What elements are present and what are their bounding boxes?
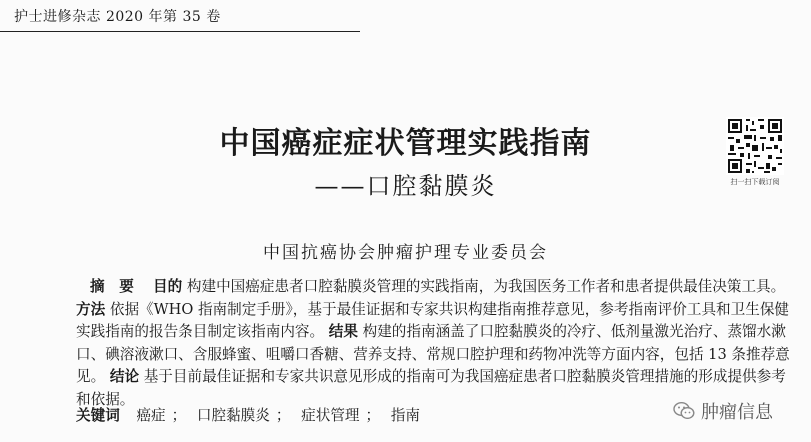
wechat-icon (673, 401, 695, 421)
abstract (76, 276, 794, 411)
watermark (673, 398, 773, 424)
objective-label: 目的 (153, 278, 183, 295)
journal-header: 护士进修杂志 2020 年第 35 卷 (14, 9, 221, 25)
abstract-paragraph (76, 276, 794, 411)
qr-caption: 扫一扫下载订阅 (730, 178, 780, 186)
objective-text: 构建中国癌症患者口腔黏膜炎管理的实践指南，为我国医务工作者和患者提供最佳决策工具。 (186, 278, 786, 295)
methods-text: 依据《WHO 指南制定手册》，基于最佳证据和专家共识构建指南推荐意见，参考指南评价工具和卫生保健实践指南的报告条目制定该指南内容。 (76, 300, 790, 340)
page-subtitle: ——口腔黏膜炎 (314, 172, 497, 200)
keyword-item: 口腔黏膜炎 (196, 407, 270, 424)
header-rule (0, 31, 360, 32)
results-text: 构建的指南涵盖了口腔黏膜炎的冷疗、低剂量激光治疗、蒸馏水漱口、碘溶液漱口、含服蜂蜜、咀嚼口香糖、营养支持、常规口腔护理和药物冲洗等方面内容，包括 13 条推荐意见。 (76, 323, 790, 385)
keywords-label: 关键词 (76, 407, 120, 424)
keyword-item: 指南 (390, 407, 420, 424)
keyword-item: 症状管理 (301, 407, 360, 424)
page-title: 中国癌症症状管理实践指南 (219, 126, 592, 161)
keyword-item: 癌症 (136, 407, 166, 424)
results-label: 结果 (328, 323, 358, 340)
methods-label: 方法 (76, 300, 106, 318)
abstract-label: 摘 要 (90, 278, 134, 295)
authors: 中国抗癌协会肿瘤护理专业委员会 (263, 243, 548, 263)
watermark-text: 肿瘤信息 (701, 402, 773, 423)
conclusion-label: 结论 (109, 368, 140, 385)
conclusion-text: 基于目前最佳证据和专家共识意见形成的指南可为我国癌症患者口腔黏膜炎管理措施的形成提供参考和依据。 (76, 368, 786, 408)
keywords: 关键词 癌症 ； 口腔黏膜炎 ； 症状管理 ； 指南 (76, 407, 420, 424)
